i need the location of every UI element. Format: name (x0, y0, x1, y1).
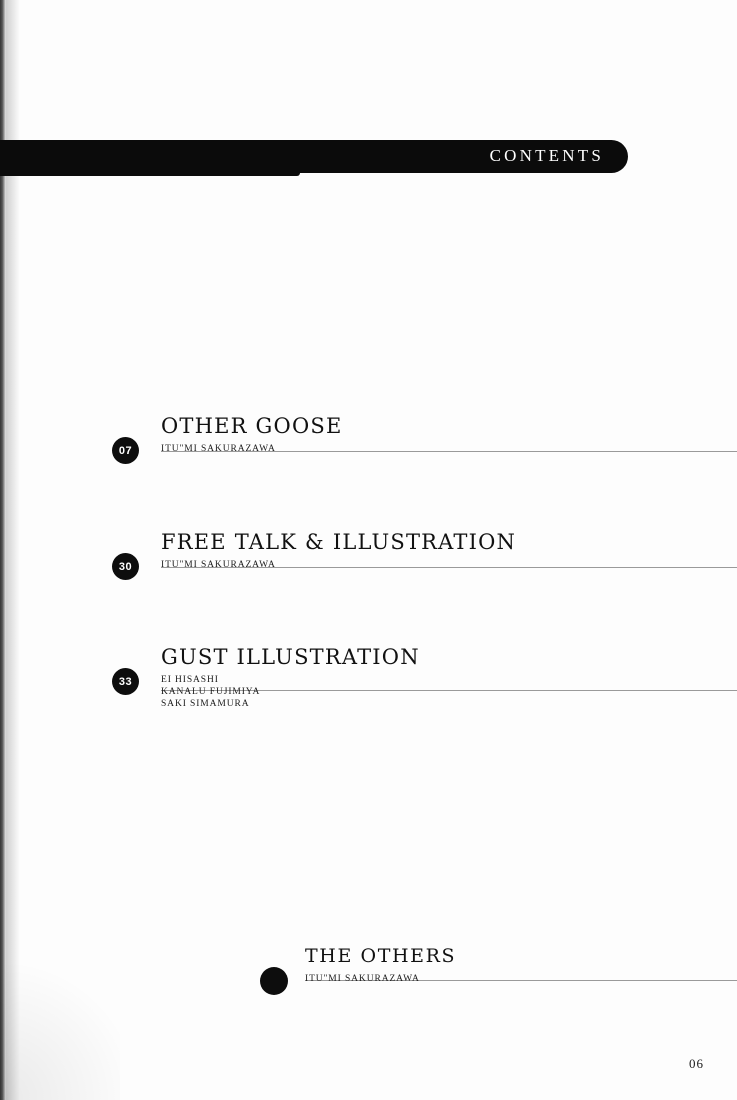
toc-page-badge[interactable]: 07 (112, 437, 139, 464)
toc-author: ITU"MI SAKURAZAWA (305, 974, 420, 984)
toc-entry-body (305, 943, 737, 985)
contents-header-bar (0, 140, 628, 173)
toc-author: EI HISASHI (161, 675, 219, 685)
toc-entry-body (161, 413, 737, 455)
page-number: 06 (689, 1056, 704, 1071)
toc-entry-body (161, 644, 737, 710)
toc-entry-authors (161, 559, 737, 571)
toc-author: ITU"MI SAKURAZAWA (161, 444, 276, 454)
toc-author: ITU"MI SAKURAZAWA (161, 560, 276, 570)
toc-entry-authors (161, 443, 737, 455)
contents-header-tail (0, 173, 300, 176)
toc-entry-title: GUST ILLUSTRATION (161, 645, 420, 669)
toc-page-badge[interactable]: 30 (112, 553, 139, 580)
toc-entry-title: THE OTHERS (305, 945, 457, 967)
toc-entry-body (161, 529, 737, 571)
toc-author: KANALU FUJIMIYA (161, 687, 261, 697)
toc-author: SAKI SIMAMURA (161, 699, 250, 709)
toc-entry-authors (161, 674, 737, 710)
toc-entry-authors (305, 973, 737, 985)
toc-bullet-dot (260, 967, 288, 995)
toc-page-badge[interactable]: 33 (112, 668, 139, 695)
toc-entry-title: OTHER GOOSE (161, 414, 343, 438)
contents-header-label: CONTENTS (489, 146, 604, 165)
toc-entry-title: FREE TALK & ILLUSTRATION (161, 530, 517, 554)
